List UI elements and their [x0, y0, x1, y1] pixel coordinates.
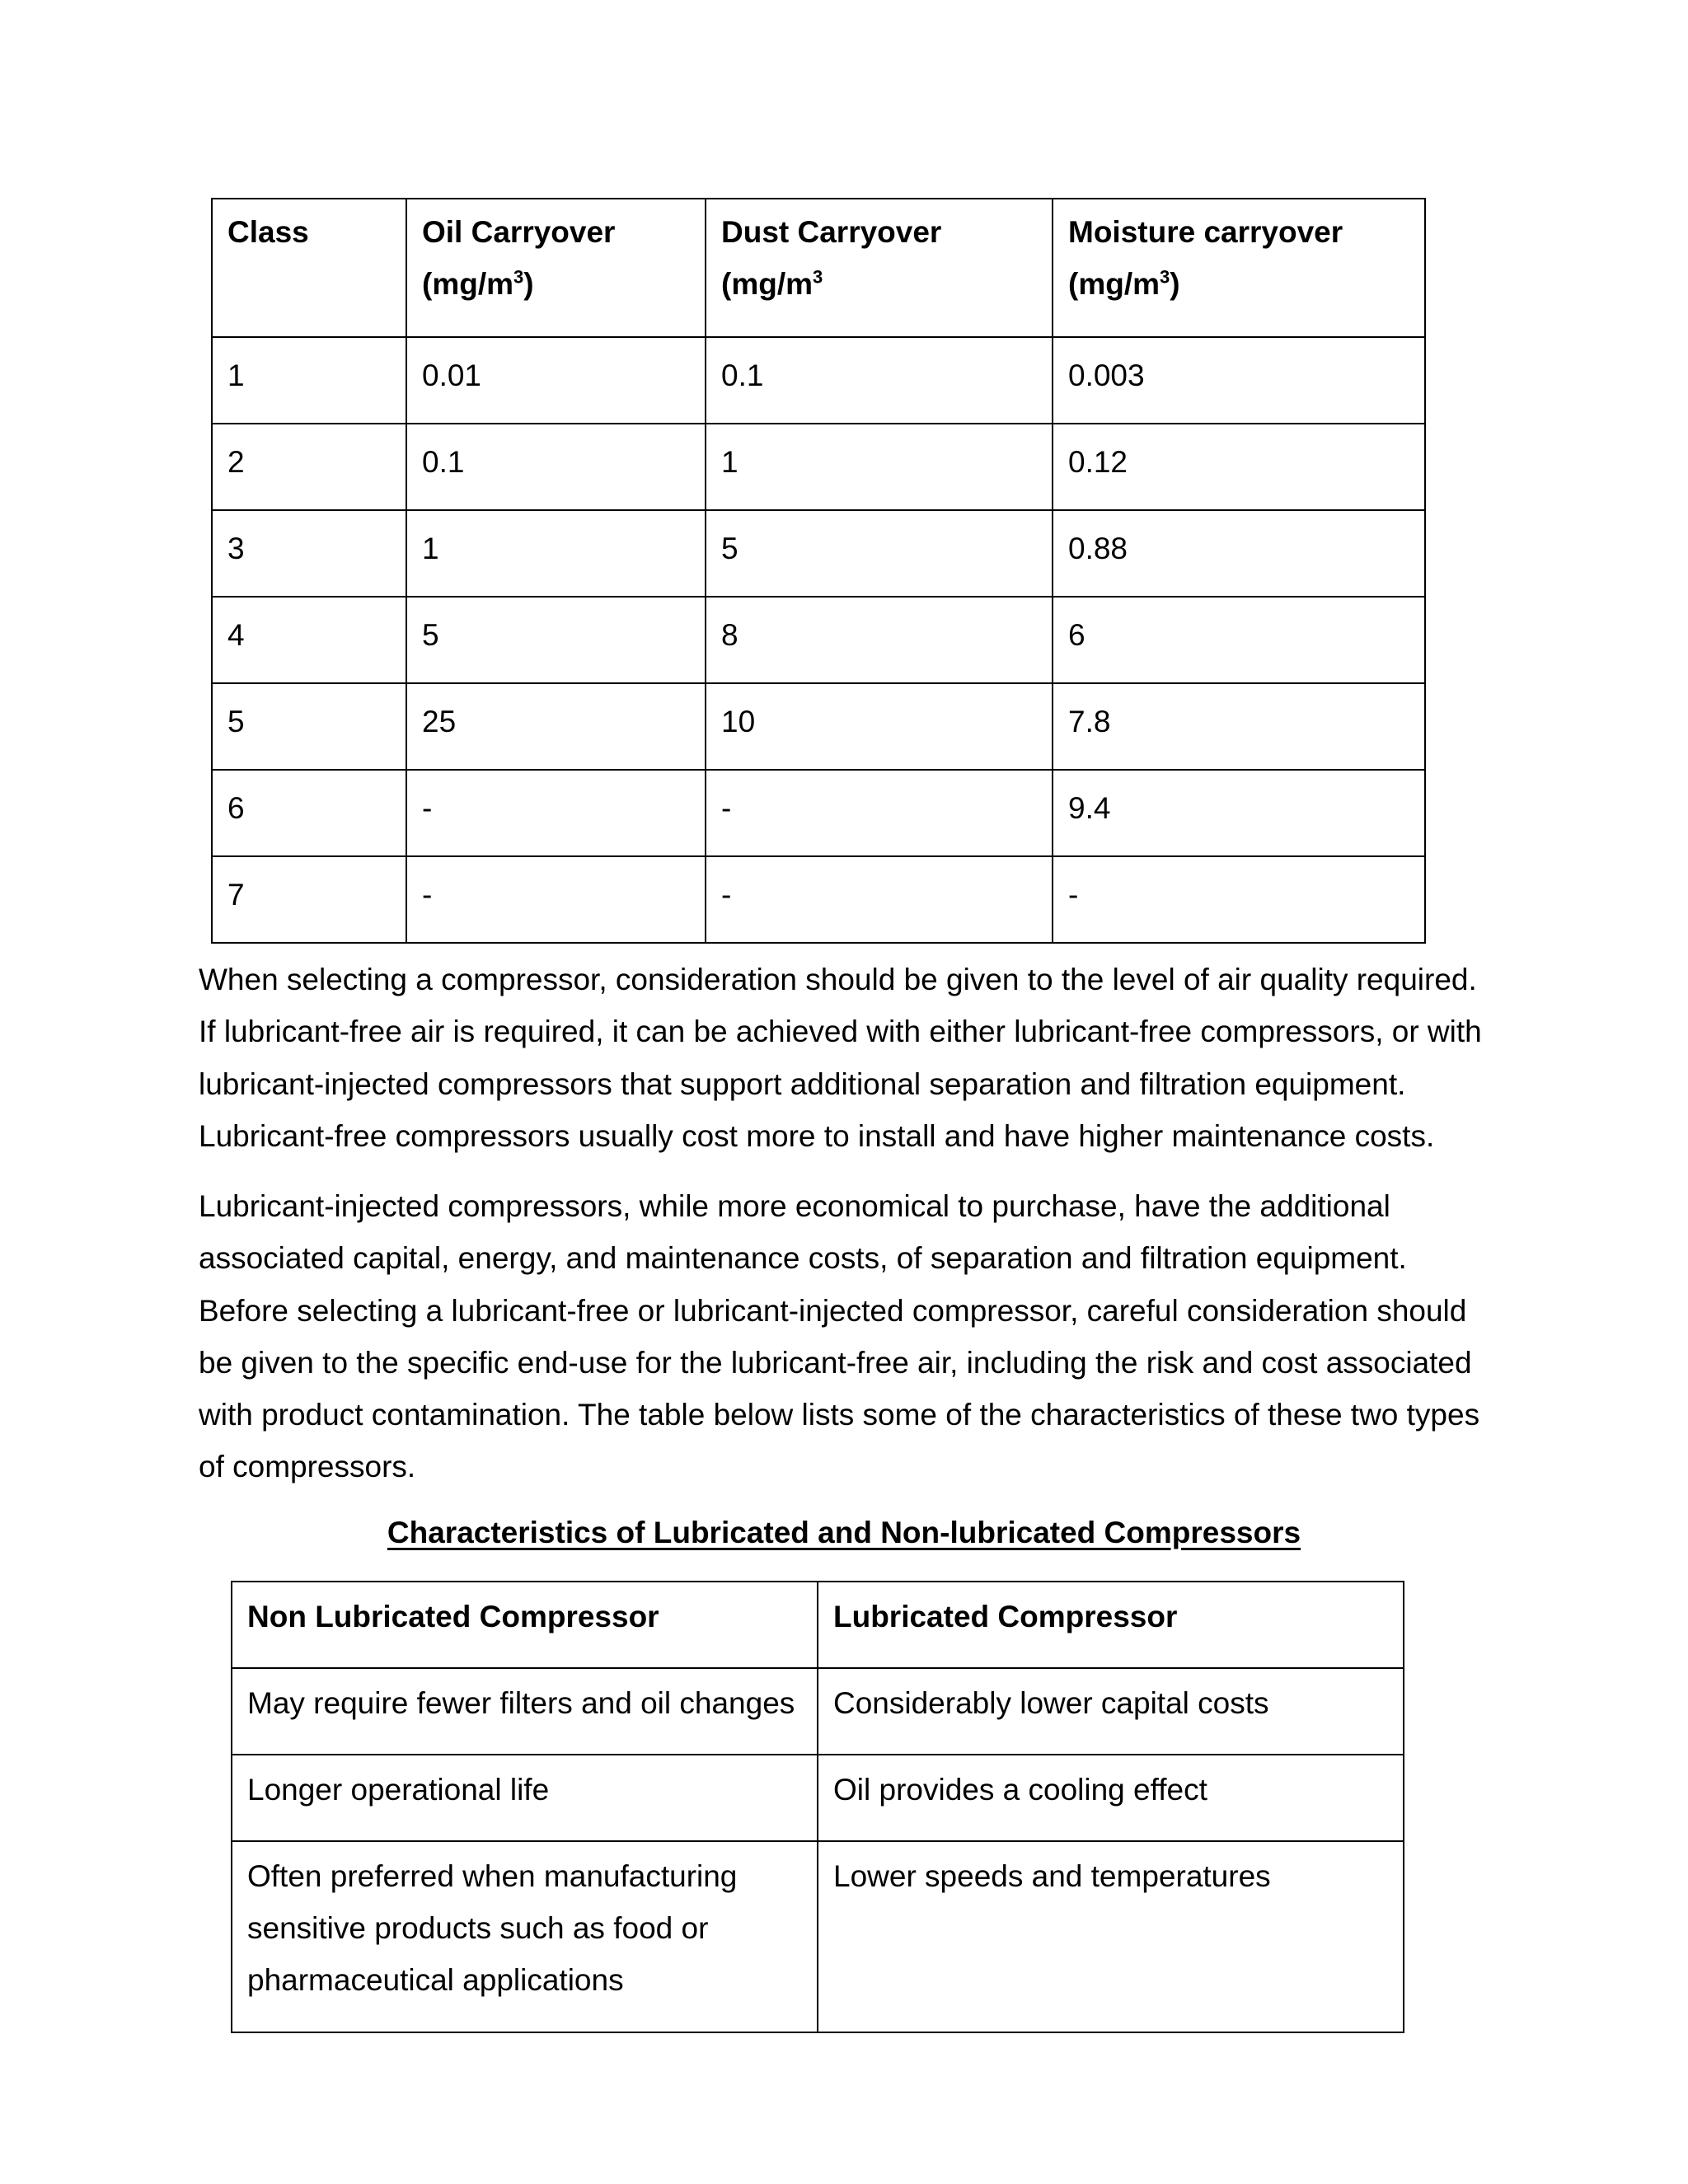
cell-moisture: 0.003 [1053, 337, 1425, 424]
cell-text: Longer operational life [247, 1773, 550, 1807]
header-dust-carryover [706, 199, 1053, 337]
header-oil-close: ) [523, 267, 534, 301]
cell-dust: 0.1 [706, 337, 1053, 424]
air-quality-class-table [211, 198, 1426, 944]
cell-lubricated [818, 1668, 1404, 1755]
text-line: Lubricant-injected compressors, while more economical to purchase, have the additional [199, 1189, 1390, 1223]
cell-dust: 8 [706, 597, 1053, 683]
table-row [232, 1841, 1404, 2032]
cell-lubricated [818, 1841, 1404, 2032]
section-heading: Characteristics of Lubricated and Non-lubricated Compressors [387, 1516, 1301, 1549]
table-row [212, 424, 1425, 510]
cell-text: Oil provides a cooling effect [833, 1773, 1207, 1807]
table-row [212, 337, 1425, 424]
header-moisture-carryover [1053, 199, 1425, 337]
text-line: Before selecting a lubricant-free or lubricant-injected compressor, careful consideration should [199, 1293, 1467, 1328]
text-line: Lubricant-free compressors usually cost more to install and have higher maintenance costs. [199, 1118, 1435, 1153]
cell-oil: 5 [406, 597, 706, 683]
cell-moisture: 7.8 [1053, 683, 1425, 770]
cell-text: May require fewer filters and oil changes [247, 1686, 795, 1720]
text-line: lubricant-injected compressors that support additional separation and filtration equipment. [199, 1066, 1406, 1101]
cell-moisture: - [1053, 856, 1425, 943]
cell-class: 1 [212, 337, 406, 424]
header-moisture-close: ) [1170, 267, 1180, 301]
header-non-lubricated: Non Lubricated Compressor [232, 1582, 818, 1668]
paragraph-lubricant-injected [199, 1180, 1484, 1493]
cell-oil: - [406, 770, 706, 856]
cell-class: 3 [212, 510, 406, 597]
cell-dust: - [706, 770, 1053, 856]
header-oil-sup: 3 [513, 266, 524, 288]
cell-non-lubricated [232, 1668, 818, 1755]
header-moisture-sup: 3 [1160, 266, 1170, 288]
table-header-row [212, 199, 1425, 337]
header-moisture-unit: (mg/m [1068, 267, 1160, 301]
cell-dust: 10 [706, 683, 1053, 770]
cell-moisture: 6 [1053, 597, 1425, 683]
text-line: be given to the specific end-use for the lubricant-free air, including the risk and cost associated [199, 1345, 1472, 1380]
header-dust-sup: 3 [813, 266, 823, 288]
cell-text: Often preferred when manufacturing [247, 1859, 738, 1893]
table-header-row [232, 1582, 1404, 1668]
text-line: with product contamination. The table below lists some of the characteristics of these two types [199, 1398, 1480, 1432]
header-class-label: Class [227, 215, 309, 249]
cell-class: 2 [212, 424, 406, 510]
cell-oil: - [406, 856, 706, 943]
table-row [212, 683, 1425, 770]
cell-dust: - [706, 856, 1053, 943]
cell-non-lubricated [232, 1841, 818, 2032]
paragraph-air-quality [199, 954, 1484, 1162]
cell-text: sensitive products such as food or [247, 1911, 709, 1945]
cell-oil: 0.01 [406, 337, 706, 424]
cell-class: 7 [212, 856, 406, 943]
cell-oil: 1 [406, 510, 706, 597]
text-line: When selecting a compressor, consideration should be given to the level of air quality required. [199, 963, 1477, 996]
cell-text: pharmaceutical applications [247, 1963, 624, 1997]
text-line: of compressors. [199, 1450, 416, 1484]
cell-dust: 1 [706, 424, 1053, 510]
header-oil-unit: (mg/m [422, 267, 513, 301]
cell-moisture: 9.4 [1053, 770, 1425, 856]
cell-text: Considerably lower capital costs [833, 1686, 1269, 1720]
compressor-comparison-table [231, 1581, 1404, 2033]
table-row [212, 597, 1425, 683]
table-row [212, 856, 1425, 943]
table-row [232, 1668, 1404, 1755]
cell-dust: 5 [706, 510, 1053, 597]
cell-class: 5 [212, 683, 406, 770]
table-row [212, 770, 1425, 856]
cell-class: 6 [212, 770, 406, 856]
cell-class: 4 [212, 597, 406, 683]
table-row [212, 510, 1425, 597]
cell-moisture: 0.12 [1053, 424, 1425, 510]
cell-oil: 0.1 [406, 424, 706, 510]
cell-lubricated [818, 1755, 1404, 1841]
text-line: If lubricant-free air is required, it can be achieved with either lubricant-free compressors, or with [199, 1015, 1482, 1049]
text-line: associated capital, energy, and maintenance costs, of separation and filtration equipment. [199, 1241, 1407, 1276]
header-dust-label: Dust Carryover (mg/m [721, 215, 942, 301]
header-oil-carryover [406, 199, 706, 337]
header-lubricated: Lubricated Compressor [818, 1582, 1404, 1668]
cell-moisture: 0.88 [1053, 510, 1425, 597]
header-oil-label: Oil Carryover [422, 215, 616, 249]
table-row [232, 1755, 1404, 1841]
cell-text: Lower speeds and temperatures [833, 1859, 1271, 1893]
header-class [212, 199, 406, 337]
cell-non-lubricated [232, 1755, 818, 1841]
header-moisture-label: Moisture carryover [1068, 215, 1343, 249]
cell-oil: 25 [406, 683, 706, 770]
